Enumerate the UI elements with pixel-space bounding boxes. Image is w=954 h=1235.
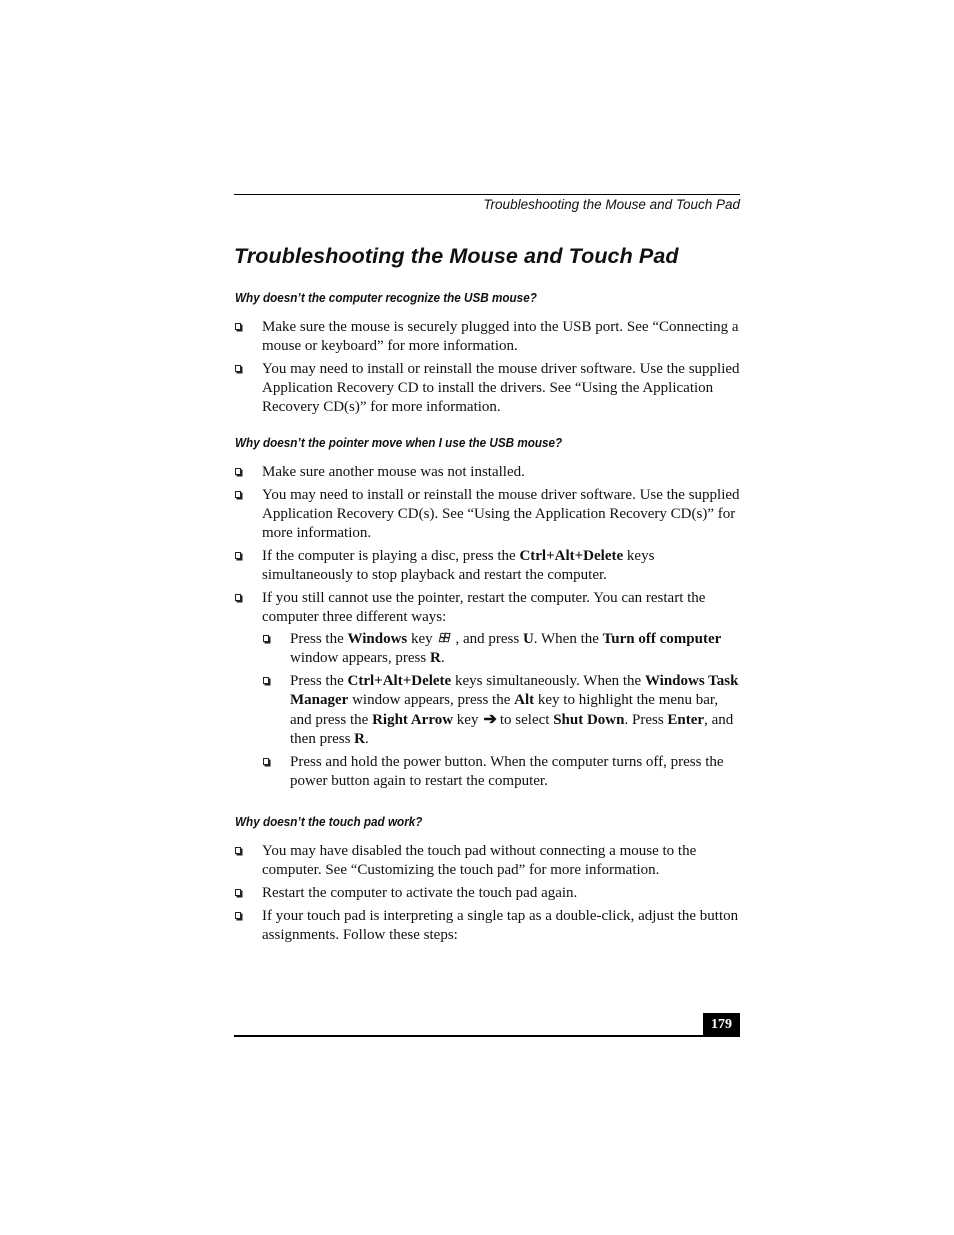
running-head: Troubleshooting the Mouse and Touch Pad <box>483 197 740 212</box>
section-question-pointer: Why doesn’t the pointer move when I use the USB mouse? <box>235 435 563 450</box>
list-item: If you still cannot use the pointer, restart the computer. You can restart the computer three different ways: Press the Windows key , and press U. When the Turn off computer window appears, press R. Press the Ctrl+Alt+Delete keys simultaneously. When the Windows Task Manager window appears, press the Alt key to highlight the menu bar, and press the Right Arrow key ➔ to select Shut Down. Press Enter, and then press R. Press and hold the power button. When the computer turns off, press the power button again to restart the computer. <box>234 589 740 791</box>
list-item: You may need to install or reinstall the mouse driver software. Use the supplied Application Recovery CD to install the drivers. See “Using the Application Recovery CD(s)” for more information. <box>234 360 740 417</box>
list-item: If the computer is playing a disc, press the Ctrl+Alt+Delete keys simultaneously to stop playback and restart the computer. <box>234 547 740 585</box>
checkbox-bullet-icon <box>263 758 269 765</box>
checkbox-bullet-icon <box>263 635 269 642</box>
checkbox-bullet-icon <box>235 889 241 896</box>
right-arrow-icon: ➔ <box>483 711 497 728</box>
section-list-usb-mouse <box>234 318 740 417</box>
sub-list-item: Press the Windows key , and press U. When the Turn off computer window appears, press R. <box>262 630 740 668</box>
checkbox-bullet-icon <box>235 468 241 475</box>
checkbox-bullet-icon <box>235 847 241 854</box>
list-item: Make sure the mouse is securely plugged into the USB port. See “Connecting a mouse or keyboard” for more information. <box>234 318 740 356</box>
section-list-touch-pad <box>234 842 740 945</box>
section-list-pointer <box>234 463 740 791</box>
list-item: Make sure another mouse was not installed. <box>234 463 740 482</box>
restart-methods-list <box>262 630 740 791</box>
page-title: Troubleshooting the Mouse and Touch Pad <box>234 244 679 268</box>
list-item: You may need to install or reinstall the mouse driver software. Use the supplied Application Recovery CD(s). See “Using the Application Recovery CD(s)” for more information. <box>234 486 740 543</box>
checkbox-bullet-icon <box>235 552 241 559</box>
checkbox-bullet-icon <box>263 677 269 684</box>
checkbox-bullet-icon <box>235 323 241 330</box>
checkbox-bullet-icon <box>235 912 241 919</box>
header-rule <box>234 194 740 195</box>
page-number: 179 <box>703 1013 740 1037</box>
checkbox-bullet-icon <box>235 594 241 601</box>
list-item: You may have disabled the touch pad without connecting a mouse to the computer. See “Customizing the touch pad” for more information. <box>234 842 740 880</box>
footer-rule <box>234 1035 740 1037</box>
sub-list-item: Press and hold the power button. When the computer turns off, press the power button again to restart the computer. <box>262 753 740 791</box>
list-item: Restart the computer to activate the touch pad again. <box>234 884 740 903</box>
windows-key-icon <box>438 631 453 644</box>
list-item: If your touch pad is interpreting a single tap as a double-click, adjust the button assignments. Follow these steps: <box>234 907 740 945</box>
section-question-touch-pad: Why doesn’t the touch pad work? <box>235 814 423 829</box>
checkbox-bullet-icon <box>235 491 241 498</box>
document-page <box>234 0 740 1235</box>
checkbox-bullet-icon <box>235 365 241 372</box>
section-question-usb-mouse: Why doesn’t the computer recognize the USB mouse? <box>235 290 537 305</box>
sub-list-item: Press the Ctrl+Alt+Delete keys simultaneously. When the Windows Task Manager window appears, press the Alt key to highlight the menu bar, and press the Right Arrow key ➔ to select Shut Down. Press Enter, and then press R. <box>262 672 740 749</box>
